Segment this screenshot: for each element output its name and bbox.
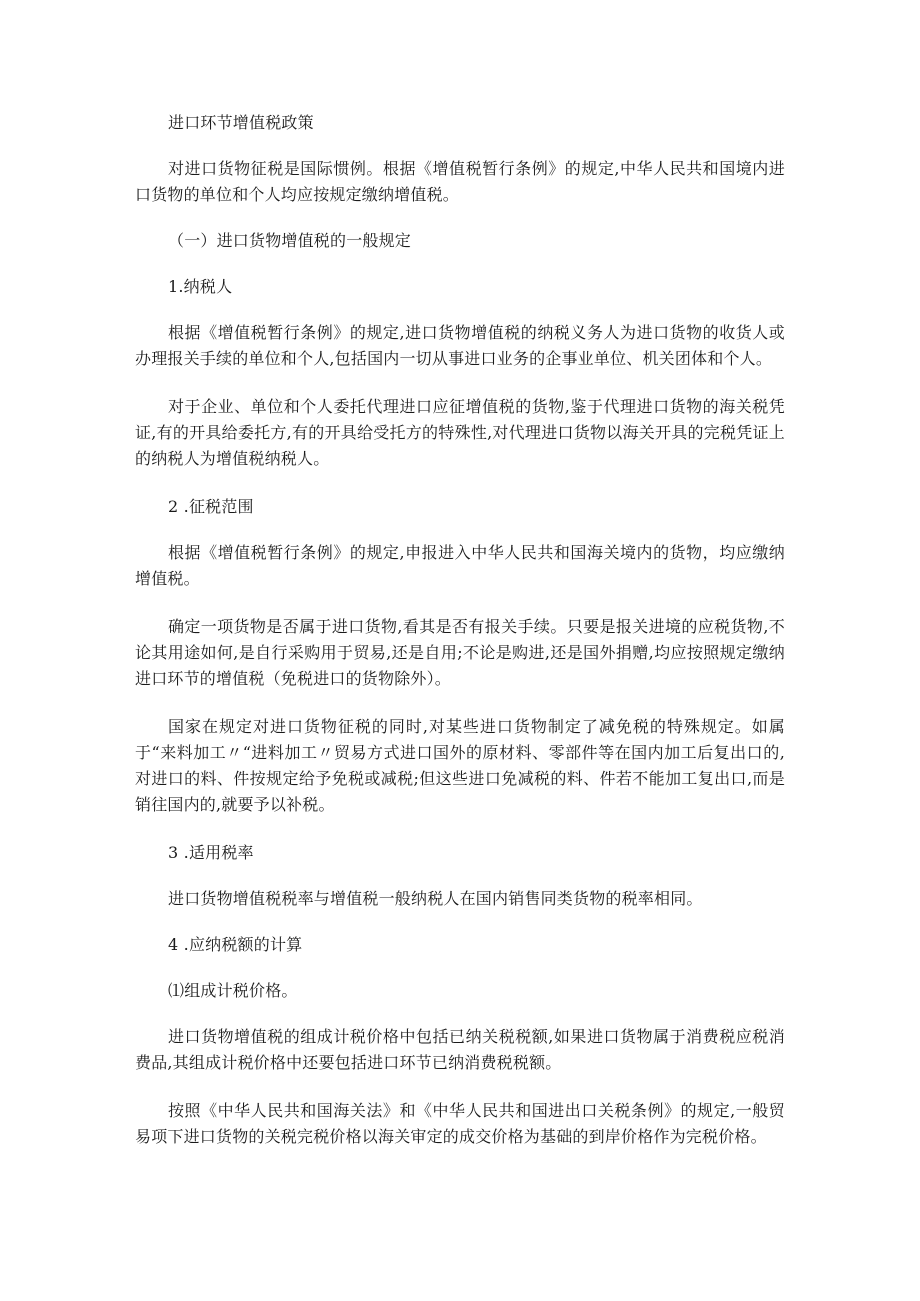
paragraph-exemption-rules: 国家在规定对进口货物征税的同时,对某些进口货物制定了减免税的特殊规定。如属于“来料加工〃“进料加工〃贸易方式进口国外的原材料、零部件等在国内加工后复出口的,对进口的料、件按规定给予免税或减税;但这些进口免减税的料、件若不能加工复出口,而是销往国内的,就要予以补税。 bbox=[135, 717, 785, 814]
paragraph-customs-value: 按照《中华人民共和国海关法》和《中华人民共和国进出口关税条例》的规定,一般贸易项下进口货物的关税完税价格以海关审定的成交价格为基础的到岸价格作为完税价格。 bbox=[135, 1101, 785, 1146]
paragraph-agency-import: 对于企业、单位和个人委托代理进口应征增值税的货物,鉴于代理进口货物的海关税凭证,有的开具给委托方,有的开具给受托方的特殊性,对代理进口货物以海关开具的完税凭证上的纳税人为增值税纳税人。 bbox=[135, 397, 785, 468]
subheading-taxpayer: 1.纳税人 bbox=[168, 277, 233, 296]
paragraph-intro: 对进口货物征税是国际惯例。根据《增值税暂行条例》的规定,中华人民共和国境内进口货物的单位和个人均应按规定缴纳增值税。 bbox=[135, 159, 785, 204]
paragraph-taxpayer-definition: 根据《增值税暂行条例》的规定,进口货物增值税的纳税义务人为进口货物的收货人或办理报关手续的单位和个人,包括国内一切从事进口业务的企事业单位、机关团体和个人。 bbox=[135, 323, 785, 368]
subheading-composite-price: ⑴组成计税价格。 bbox=[168, 981, 298, 1000]
paragraph-composite-price: 进口货物增值税的组成计税价格中包括已纳关税税额,如果进口货物属于消费税应税消费品,其组成计税价格中还要包括进口环节已纳消费税税额。 bbox=[135, 1027, 785, 1072]
paragraph-scope-definition: 根据《增值税暂行条例》的规定,申报进入中华人民共和国海关境内的货物，均应缴纳增值税。 bbox=[135, 543, 785, 588]
subheading-tax-rate: 3 .适用税率 bbox=[168, 843, 254, 862]
section-heading-general: （一）进口货物增值税的一般规定 bbox=[168, 231, 412, 250]
subheading-scope: 2 .征税范围 bbox=[168, 497, 254, 516]
document-title: 进口环节增值税政策 bbox=[168, 113, 314, 132]
subheading-tax-calculation: 4 .应纳税额的计算 bbox=[168, 935, 303, 954]
document-body bbox=[135, 110, 785, 1150]
paragraph-import-determination: 确定一项货物是否属于进口货物,看其是否有报关手续。只要是报关进境的应税货物,不论其用途如何,是自行采购用于贸易,还是自用;不论是购进,还是国外捐赠,均应按照规定缴纳进口环节的增值税（免税进口的货物除外）。 bbox=[135, 617, 785, 688]
paragraph-tax-rate: 进口货物增值税税率与增值税一般纳税人在国内销售同类货物的税率相同。 bbox=[168, 889, 703, 908]
